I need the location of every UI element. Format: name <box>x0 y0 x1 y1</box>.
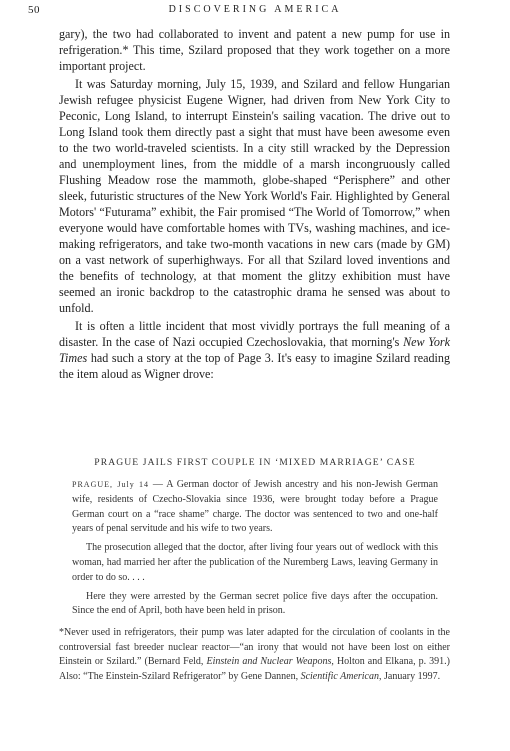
footnote-segment: , Holton and Elkana, p. 391.) Also: “The Einstein-Szilard Refrigerator” by Gene Dannen, <box>59 656 451 682</box>
page-header <box>28 4 482 18</box>
paragraph-continuation: gary), the two had collaborated to invent and patent a new pump for use in refrigeration.* This time, Szilard proposed that they work together on a more important project. <box>59 27 450 73</box>
newspaper-excerpt <box>72 457 438 619</box>
article-headline: PRAGUE JAILS FIRST COUPLE IN ‘MIXED MARRIAGE’ CASE <box>94 457 416 468</box>
article-paragraph: Here they were arrested by the German secret police five days after the occupation. Since the end of April, both have been held in prison. <box>72 590 438 617</box>
running-head: DISCOVERING AMERICA <box>168 4 342 15</box>
paragraph-text: had such a story at the top of Page 3. It's easy to imagine Szilard reading the item aloud as Wigner drove: <box>59 351 450 381</box>
footnote-magazine-title: Scientific American <box>300 670 379 682</box>
article-text: — A German doctor of Jewish ancestry and his non-Jewish German wife, residents of Czecho-Slovakia since 1936, were brought today before a Prague German court on a “race shame” charge. The doctor was sentenced to two and one-half years of penal servitude and his wife to two years. <box>72 479 439 535</box>
footnote-segment: , January 1997. <box>379 670 441 682</box>
footnote-text <box>59 626 450 684</box>
article-dateline: PRAGUE, July 14 <box>72 480 150 489</box>
page-number: 50 <box>28 4 40 16</box>
footnote <box>59 626 450 684</box>
newspaper-title: New York Times <box>59 335 450 365</box>
paragraph-text: It is often a little incident that most vividly portrays the full meaning of a disaster. In the case of Nazi occupied Czechoslovakia, that morning's <box>59 319 450 349</box>
article-paragraph <box>72 478 438 537</box>
paragraph-little-incident <box>59 318 450 382</box>
paragraph-saturday-morning: It was Saturday morning, July 15, 1939, and Szilard and fellow Hungarian Jewish refugee physicist Eugene Wigner, had driven from New York City to Peconic, Long Island, to interrupt Einstein's sailing vacation. The drive out to Long Island took them directly past a sight that must have been awesome even to the two world-traveled scientists. In a city still wracked by the Depression and unemployment lines, from the middle of a marsh incongruously called Flushing Meadow rose the mammoth, globe-shaped “Perisphere” and other sleek, futuristic structures of the New York World's Fair. Highlighted by General Motors' “Futurama” exhibit, the Fair promised “The World of Tomorrow,” when everyone would have comfortable homes with TVs, washing machines, and ice-making refrigerators, and take two-month vacations in new cars (made by GM) on a vast network of superhighways. For all that Szilard loved inventions and the benefits of technology, at that moment the glitzy exhibition must have seemed an ironic backdrop to the catastrophic drama he sensed was about to unfold. <box>59 77 450 315</box>
article-paragraph: The prosecution alleged that the doctor, after living four years out of wedlock with this woman, had married her after the publication of the Nuremberg Laws, leaving Germany in order to do so. . . . <box>72 542 438 583</box>
footnote-book-title: Einstein and Nuclear Weapons <box>206 656 332 668</box>
footnote-segment: *Never used in refrigerators, their pump was later adapted for the circulation of coolants in the controversial fast breeder nuclear reactor—“an irony that would not have been lost on either Einstein or Szilard.” (Bernard Feld, <box>59 627 450 668</box>
body-text <box>59 26 450 382</box>
